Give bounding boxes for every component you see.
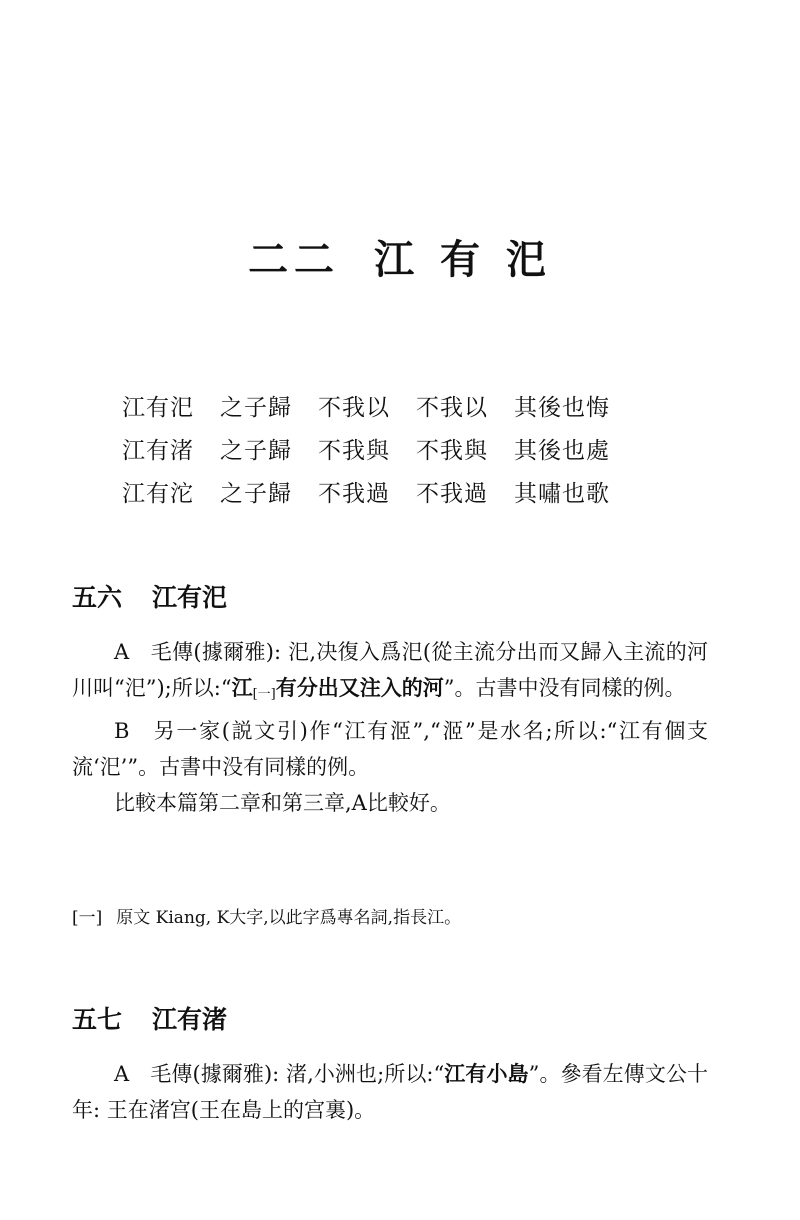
poem-phrase: 不我以 xyxy=(416,395,488,421)
poem-phrase: 江有渚 xyxy=(122,438,194,464)
poem-phrase: 不我過 xyxy=(416,481,488,507)
poem-phrase: 不我以 xyxy=(318,395,390,421)
poem-phrase: 其後也悔 xyxy=(514,395,610,421)
poem-phrase: 江有沱 xyxy=(122,481,194,507)
poem-phrase: 之子歸 xyxy=(220,481,292,507)
poem-phrase: 江有汜 xyxy=(122,395,194,421)
poem-phrase: 不我與 xyxy=(318,438,390,464)
paragraph-text: ”。參看左傳文公十年: 王在渚宫(王在島上的宫裏)。 xyxy=(72,1062,708,1122)
section-number: 五六 xyxy=(72,583,123,612)
section-heading-57 xyxy=(72,1000,227,1036)
poem-phrase: 不我與 xyxy=(416,438,488,464)
section-number: 五七 xyxy=(72,1005,123,1034)
section-56-body xyxy=(72,634,708,821)
footnote-marker: [一] xyxy=(72,908,103,928)
poem-phrase: 其後也處 xyxy=(514,438,610,464)
poem-line xyxy=(122,476,636,519)
section-57-body xyxy=(72,1056,708,1128)
footnote-text: 原文 Kiang, K大字,以此字爲專名詞,指長江。 xyxy=(116,908,462,928)
emphasis-text: 江 xyxy=(231,676,253,700)
paragraph-a xyxy=(72,634,708,713)
chapter-title-text: 江 有 汜 xyxy=(374,236,552,283)
paragraph-b: B 另一家(説文引)作“江有洍”,“洍”是水名;所以:“江有個支流‘汜’”。古書中没有同樣的例。 xyxy=(72,719,708,779)
chapter-number: 二二 xyxy=(248,236,341,283)
section-heading-56 xyxy=(72,578,227,614)
section-title: 江有汜 xyxy=(152,583,228,612)
poem-phrase: 之子歸 xyxy=(220,395,292,421)
poem-phrase: 之子歸 xyxy=(220,438,292,464)
footnote-ref: [一] xyxy=(252,687,276,702)
footnote xyxy=(72,903,712,933)
poem-line xyxy=(122,433,636,476)
paragraph-text: A 毛傳(據爾雅): 汜,决復入爲汜(從主流分出而又歸入主流的河川叫“汜”);所以:“ xyxy=(72,640,708,700)
poem-block xyxy=(122,390,636,519)
poem-line xyxy=(122,390,636,433)
paragraph-text: ”。古書中没有同樣的例。 xyxy=(443,676,686,700)
poem-phrase: 不我過 xyxy=(318,481,390,507)
chapter-title xyxy=(0,228,800,285)
paragraph-conclusion: 比較本篇第二章和第三章,A比較好。 xyxy=(114,791,451,815)
poem-phrase: 其嘯也歌 xyxy=(514,481,610,507)
paragraph-a xyxy=(72,1056,708,1128)
section-title: 江有渚 xyxy=(152,1005,228,1034)
paragraph-text: A 毛傳(據爾雅): 渚,小洲也;所以:“ xyxy=(114,1062,445,1086)
emphasis-text: 有分出又注入的河 xyxy=(275,676,444,700)
emphasis-text: 江有小島 xyxy=(444,1062,529,1086)
